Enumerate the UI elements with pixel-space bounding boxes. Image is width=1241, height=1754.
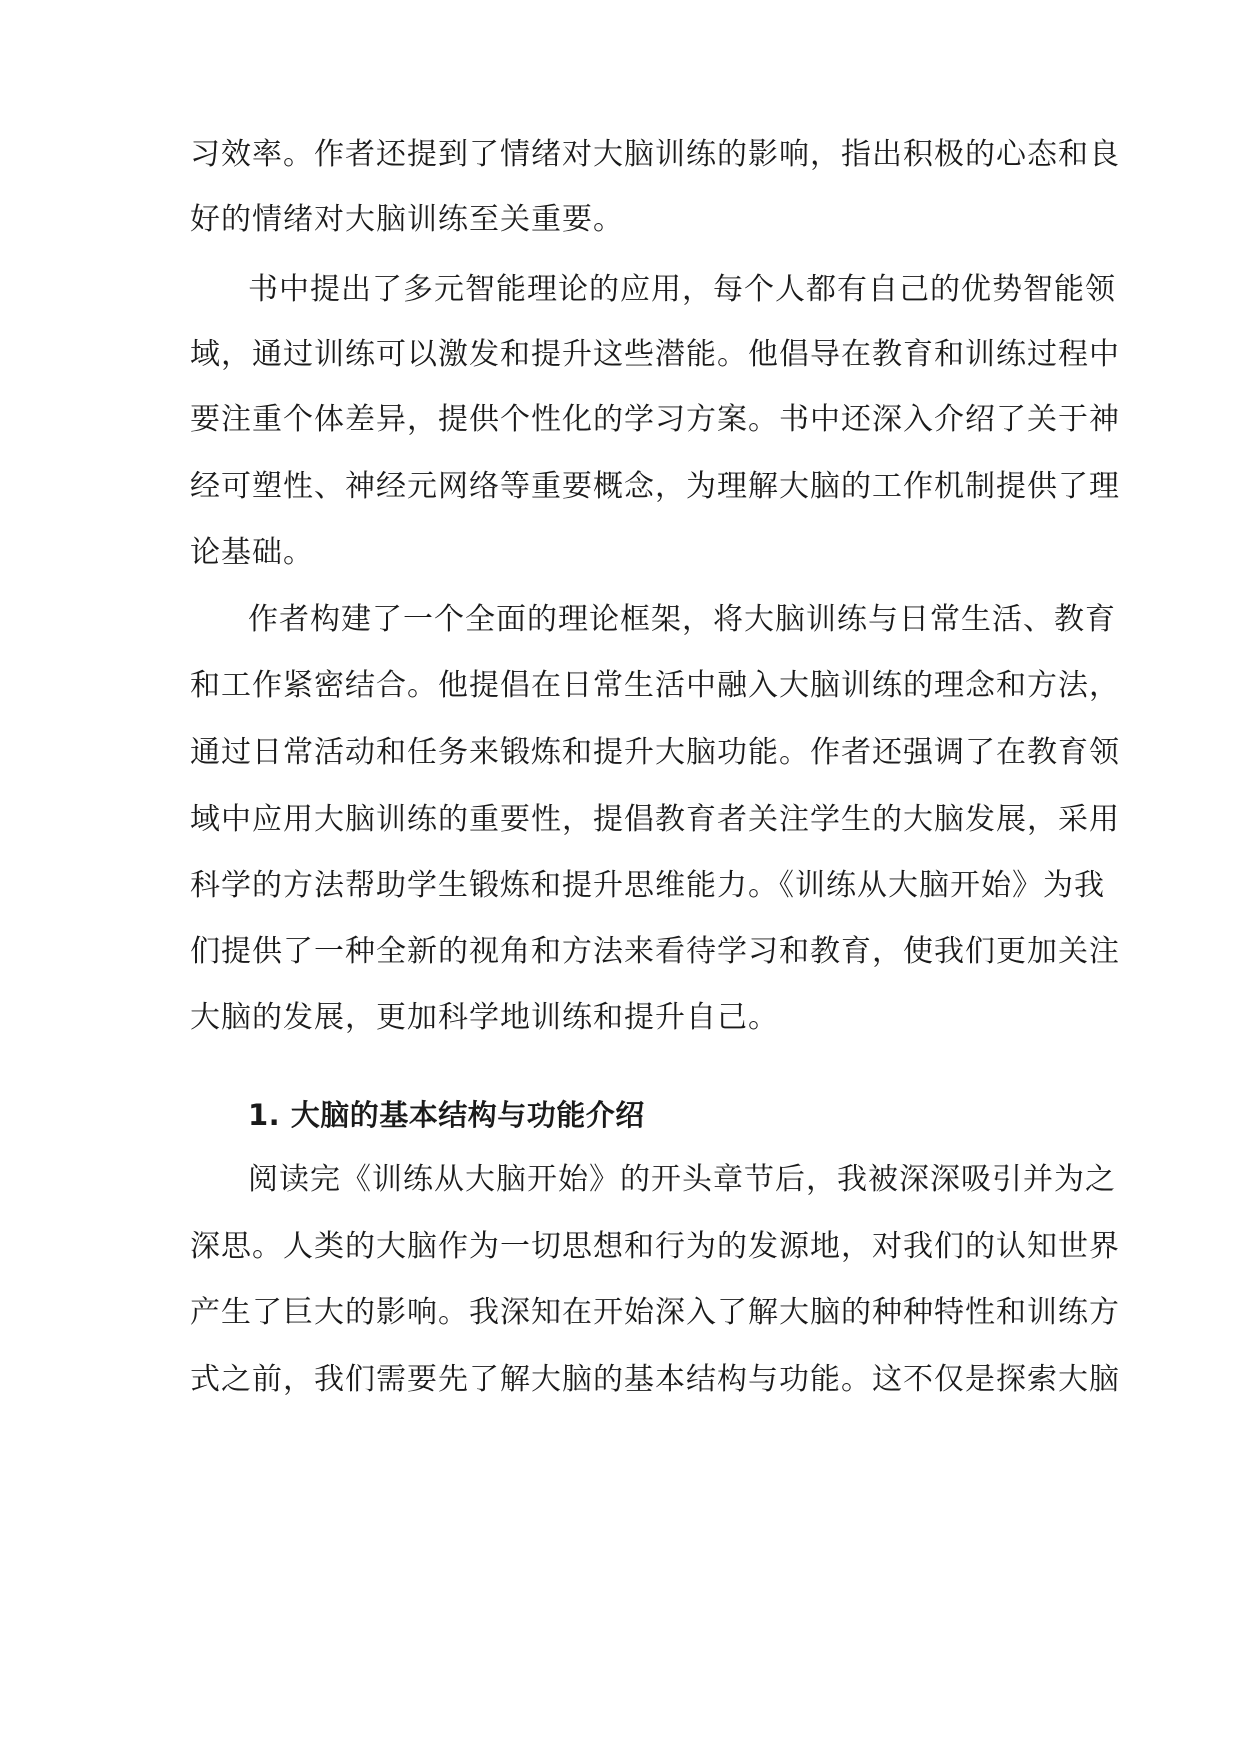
section-heading: 1. 大脑的基本结构与功能介绍 bbox=[248, 1098, 645, 1132]
section-paragraph-line-3: 产生了巨大的影响。我深知在开始深入了解大脑的种种特性和训练方 bbox=[190, 1295, 1120, 1330]
paragraph-2-line-1: 书中提出了多元智能理论的应用，每个人都有自己的优势智能领 bbox=[248, 272, 1116, 307]
paragraph-2-line-2: 域，通过训练可以激发和提升这些潜能。他倡导在教育和训练过程中 bbox=[190, 337, 1120, 372]
paragraph-3-line-5: 科学的方法帮助学生锻炼和提升思维能力。《训练从大脑开始》为我 bbox=[190, 868, 1105, 903]
section-paragraph-line-4: 式之前，我们需要先了解大脑的基本结构与功能。这不仅是探索大脑 bbox=[190, 1362, 1120, 1397]
paragraph-3-line-4: 域中应用大脑训练的重要性，提倡教育者关注学生的大脑发展，采用 bbox=[190, 802, 1120, 837]
section-paragraph-line-2: 深思。人类的大脑作为一切思想和行为的发源地，对我们的认知世界 bbox=[190, 1229, 1120, 1264]
paragraph-2-line-4: 经可塑性、神经元网络等重要概念，为理解大脑的工作机制提供了理 bbox=[190, 469, 1120, 504]
paragraph-1-line-2: 好的情绪对大脑训练至关重要。 bbox=[190, 202, 624, 237]
paragraph-2-line-5: 论基础。 bbox=[190, 535, 314, 570]
paragraph-3-line-1: 作者构建了一个全面的理论框架，将大脑训练与日常生活、教育 bbox=[248, 602, 1116, 637]
paragraph-2-line-3: 要注重个体差异，提供个性化的学习方案。书中还深入介绍了关于神 bbox=[190, 402, 1120, 437]
paragraph-3-line-3: 通过日常活动和任务来锻炼和提升大脑功能。作者还强调了在教育领 bbox=[190, 735, 1120, 770]
paragraph-3-line-7: 大脑的发展，更加科学地训练和提升自己。 bbox=[190, 1000, 779, 1035]
paragraph-1-line-1: 习效率。作者还提到了情绪对大脑训练的影响，指出积极的心态和良 bbox=[190, 137, 1120, 172]
section-paragraph-line-1: 阅读完《训练从大脑开始》的开头章节后，我被深深吸引并为之 bbox=[248, 1162, 1116, 1197]
paragraph-3-line-2: 和工作紧密结合。他提倡在日常生活中融入大脑训练的理念和方法， bbox=[190, 668, 1120, 703]
paragraph-3-line-6: 们提供了一种全新的视角和方法来看待学习和教育，使我们更加关注 bbox=[190, 934, 1120, 969]
